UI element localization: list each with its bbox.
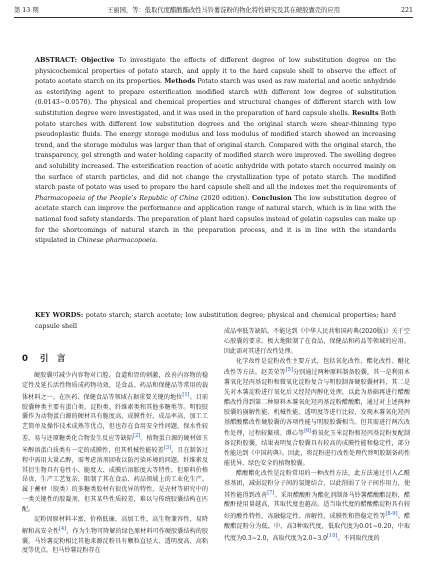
citation[interactable]: [5] — [285, 367, 293, 374]
citation[interactable]: [7] — [267, 489, 275, 496]
right-p2-text-d: 。不同取代度的 — [337, 534, 380, 542]
citation[interactable]: [2] — [133, 433, 141, 440]
left-p2-text: 淀粉因原材料丰富、价格低廉、高加工性、高生物兼容性、易降解和高安全性 — [22, 515, 208, 535]
conclusion-end: . — [155, 236, 158, 245]
right-p0-text: 成品率低等缺陷，不能达到《中华人民共和国药典(2020版)》关于空心胶囊的要求。极大地限制了在食品、保健品和药品等领域的应用，因此需对其进行改性处理。 — [224, 328, 410, 355]
right-p2-text: 醋酸酯化改性是淀粉常用的一种改性方法，此方法通过引入乙酰基基团，减弱淀粉分子间的氢键结合，以此削弱了分子间作用力，使其性能得到改善 — [224, 469, 410, 499]
results-tail: (2020 edition). — [200, 193, 250, 202]
results-label: Results — [352, 108, 379, 117]
right-p2-text-b: 。采用醋酸酐为酯化剂制备马铃薯醋酸酯淀粉，醋酸酐使用量越高，其取代度也越高。适当取代度的醋酸酯淀粉具有较好的酸性特性、冻融稳定性、溶解性、成膜性和热稳定性等 — [224, 491, 411, 521]
citation[interactable]: [3] — [163, 444, 171, 451]
citation[interactable]: [10] — [327, 532, 338, 539]
right-column — [224, 327, 410, 544]
citation[interactable]: [8-9] — [385, 511, 398, 518]
right-paragraph-2 — [224, 469, 410, 544]
right-p1-text-c: 将氧化玉米淀粉和羟丙基淀粉复配制备淀粉胶囊，结果表明复合胶囊具有较高的成膜性能和稳定性，部分性能达到《中国药典》。因此，将淀粉进行改性处理代替明胶制备药性能优异、绿色安全的植物胶囊。 — [224, 430, 411, 467]
left-column — [22, 353, 208, 556]
citation[interactable]: [1] — [182, 391, 190, 398]
left-paragraph-1 — [22, 371, 208, 515]
conclusion-text: The low substitution degree of acetate starch can improve the performance and application range of natural starch, which is in line with the national food safety standards. The preparation of plant hard capsules instead of gelatin capsules can make up for the shortcomings of natural starch in the preparation process, and it is in line with the standards stipulated in — [35, 193, 396, 245]
issue-number: 第 13 期 — [14, 7, 39, 14]
section-title: 引 言 — [39, 354, 66, 364]
citation[interactable]: [6] — [304, 428, 312, 435]
page-number: 221 — [400, 7, 413, 14]
pharmacopoeia-title: Pharmacopoeia of the People’s Republic of China — [35, 193, 199, 202]
right-paragraph-0 — [224, 327, 410, 357]
page-header — [14, 5, 413, 18]
keywords-text: potato starch; starch acetate; low substitution degree; physical and chemical properties; hard capsule shell — [35, 311, 396, 330]
section-heading — [22, 353, 208, 365]
right-p1-text-b: 分别通过两种原料制备胶囊，其一是利用木薯氧化羟丙基淀粉和微氧化淀粉复合与明胶制备硬胶囊材料，其二是先对木薯淀粉进行氧化后又经羟丙醇化处理，以此为基础再进行醋酸酯改性得到第二种原料木薯氧化羟丙基淀粉醋酸酯，通过对上述两种胶囊的崩解性能、机械性能、透明度等进行比较，发现木薯氧化羟丙基醋酸酯改性硬胶囊的各项性能与明胶胶囊相当。但其需进行两次改性处理，过程较繁琐。谭心等 — [224, 369, 411, 438]
left-p1-text-b: 。目前胶囊种类主要有蛋白类、淀粉类、纤维素类和其他多糖类等。明胶胶囊作为动物蛋白源的硬材具有脆度高、成膜性好、成品率高、加工工艺简单及操作技术成熟等优点，但也存在食用安全性问题，保水性较差，易与还原糖类化合物发生反应等缺陷 — [22, 393, 209, 443]
abstract-label: ABSTRACT: — [35, 56, 77, 64]
conclusion-label: Conclusion — [251, 193, 292, 202]
running-title: 王丽园，等：低取代度醋酸酯改性马铃薯淀粉的物化特性研究及其在硬胶囊壳的应用 — [107, 7, 340, 14]
left-p2-text-b: ，作为生物可降解的绿色原材料可作硬胶囊结构的胶囊。马铃薯淀粉相比其他来源淀粉具有颗粒直径大、透明度高、高粘度等优点。但马铃薯淀粉存在 — [22, 527, 209, 555]
citation[interactable]: [4] — [59, 525, 67, 532]
section-number: 0 — [22, 354, 28, 364]
left-p1-text-d: ，且在制备过程中需用大量乙醇，需考虑溶剂回收以防污染环境的问题。纤维素及其衍生物具有卷性小、脆度大、成膜后溶胀度大等特性，但原料价格昂贵，生产工艺复杂，限制了其在食品、药品领域上的工业化生产。属于蓄材（胶类）的多糖类胶材有很优异的特性，是壳材等研究中的一类关键性的胶凝剂，但其某些性质较差，难以与传统胶囊结构在匹配。 — [22, 446, 209, 514]
results-text: Both potato starches with different low substitution degrees and the original starch were shear-thinning type pseudoplastic fluids. The energy storage modulus and loss modulus of modified starch showed an increasing trend, and the storage modulus was larger than that of original starch. Compared with the original starch, the transparency, gel strength and water holding capacity of modified starch were improved. The swelling degree and solubility increased. The esterification reaction of acetic anhydride with potato starch occurred mainly on the surface of starch particles, and did not change the crystallization type of potato starch. The modified starch paste of potato was used to prepare the hard capsule shell and all the indexes met the requirements of — [35, 108, 396, 192]
right-p2-text-c: 。醋酸酯淀粉分为低、中、高3种取代度，低取代度为0.01~0.20，中取代度为0.3~2.0，高取代度为2.0~3.0 — [224, 513, 411, 542]
methods-label: Methods — [164, 77, 196, 86]
left-paragraph-2 — [22, 515, 208, 556]
objective-label: Objective — [81, 56, 115, 64]
objective-text: To investigate the effects of different degree of low substitution degree on the physicochemical properties of potato starch, and apply it to the hard capsule shell to observe the effect of potato acetate starch on its properties. — [35, 56, 396, 86]
keywords-label: KEY WORDS: — [35, 311, 84, 319]
abstract-block — [35, 55, 396, 246]
methods-text: Potato starch was used as raw material and acetic anhydride as esterifying agent to prepare esterification modified starch with different low degree of substitution (0.0143~0.0570). The physical and chemical properties and structural changes of different starch with low substitution degree were investigated, and it was used in the preparation of hard capsule shells. — [35, 77, 396, 117]
right-p1-text: 化学改性是淀粉改性主要方式，包括氧化改性、酯化改性、醚化改性等方法。赵美荣等 — [224, 357, 410, 377]
right-paragraph-1 — [224, 357, 410, 469]
left-p1-text: 硬胶囊可减少内容物对口腔、食道和胃的刺激，改善内容物的稳定性及延长活性物质成药物功效，是食品、药品和保健品等常用的载体材料之一。在医药、保健食品等领域占据重要关键的地位 — [22, 372, 208, 401]
conclusion-italic: Chinese pharmacopoeia — [77, 236, 156, 245]
left-p1-text-c: 。植物蛋白源的硬材如玉米醇溶蛋白质类有一定的成膜性，但其机械性能较差 — [22, 435, 208, 454]
